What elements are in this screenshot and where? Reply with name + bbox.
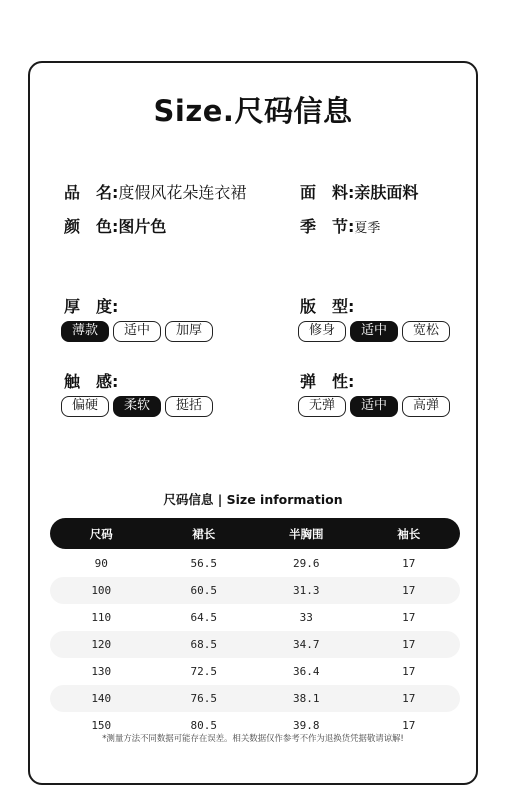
info-color-value: 图片色: [118, 217, 167, 236]
table-cell: 31.3: [293, 584, 320, 597]
thickness-label: 厚 度:: [64, 297, 119, 316]
table-cell: 90: [94, 557, 108, 570]
info-name-label: 品 名:: [64, 183, 119, 202]
table-cell: 17: [402, 665, 416, 678]
table-cell: 17: [402, 692, 416, 705]
touch-option: 偏硬: [61, 396, 109, 417]
info-color: [64, 214, 166, 237]
touch-option: 挺括: [165, 396, 213, 417]
table-cell: 60.5: [190, 584, 217, 597]
table-cell: 140: [91, 692, 112, 705]
header-half-bust: 半胸围: [289, 526, 324, 541]
table-cell: 36.4: [293, 665, 320, 678]
info-season: [300, 214, 380, 237]
table-cell: 80.5: [190, 719, 217, 732]
elasticity-option: 适中: [350, 396, 398, 417]
fit-options: [298, 321, 450, 342]
table-cell: 17: [402, 638, 416, 651]
table-cell: 17: [402, 584, 416, 597]
fit-label: 版 型:: [300, 297, 355, 316]
table-cell: 100: [91, 584, 112, 597]
table-cell: 56.5: [190, 557, 217, 570]
table-cell: 64.5: [190, 611, 217, 624]
table-cell: 17: [402, 611, 416, 624]
info-fabric-value: 亲肤面料: [354, 183, 419, 202]
page-title: Size.尺码信息: [153, 94, 353, 128]
table-cell: 39.8: [293, 719, 320, 732]
thickness-options: [61, 321, 213, 342]
fit-option: 宽松: [402, 321, 450, 342]
fit-option: 适中: [350, 321, 398, 342]
table-row: [50, 658, 460, 685]
size-table-title: 尺码信息 | Size information: [163, 492, 343, 507]
thickness-option: 适中: [113, 321, 161, 342]
table-cell: 38.1: [293, 692, 320, 705]
thickness-option: 加厚: [165, 321, 213, 342]
table-cell: 68.5: [190, 638, 217, 651]
fit-option: 修身: [298, 321, 346, 342]
header-size: 尺码: [89, 526, 113, 541]
elasticity-options: [298, 396, 450, 417]
table-cell: 130: [91, 665, 112, 678]
info-name-value: 度假风花朵连衣裙: [118, 183, 247, 202]
header-length: 裙长: [192, 526, 216, 541]
table-row: [50, 604, 460, 631]
measurement-footnote: *测量方法不同数据可能存在误差。相关数据仅作参考不作为退换货凭据敬请谅解!: [102, 734, 404, 744]
table-cell: 76.5: [190, 692, 217, 705]
table-cell: 33: [299, 611, 313, 624]
elasticity-label: 弹 性:: [300, 372, 355, 391]
elasticity-option: 无弹: [298, 396, 346, 417]
header-sleeve: 袖长: [397, 526, 421, 541]
table-row: [50, 685, 460, 712]
info-fabric-label: 面 料:: [300, 183, 355, 202]
table-cell: 29.6: [293, 557, 320, 570]
table-cell: 17: [402, 719, 416, 732]
info-name: [64, 180, 246, 203]
table-cell: 120: [91, 638, 112, 651]
info-color-label: 颜 色:: [64, 217, 119, 236]
info-season-label: 季 节:: [300, 217, 355, 236]
table-cell: 150: [91, 719, 112, 732]
table-cell: 72.5: [190, 665, 217, 678]
size-table-body: [50, 550, 460, 739]
touch-label: 触 感:: [64, 372, 119, 391]
thickness-option: 薄款: [61, 321, 109, 342]
table-row: [50, 631, 460, 658]
touch-options: [61, 396, 213, 417]
table-row: [50, 550, 460, 577]
info-season-value: 夏季: [354, 221, 381, 236]
table-cell: 34.7: [293, 638, 320, 651]
touch-option: 柔软: [113, 396, 161, 417]
size-table-header: [50, 518, 460, 549]
table-cell: 110: [91, 611, 112, 624]
elasticity-option: 高弹: [402, 396, 450, 417]
table-cell: 17: [402, 557, 416, 570]
size-info-card: [28, 61, 478, 785]
table-row: [50, 577, 460, 604]
info-fabric: [300, 180, 418, 203]
